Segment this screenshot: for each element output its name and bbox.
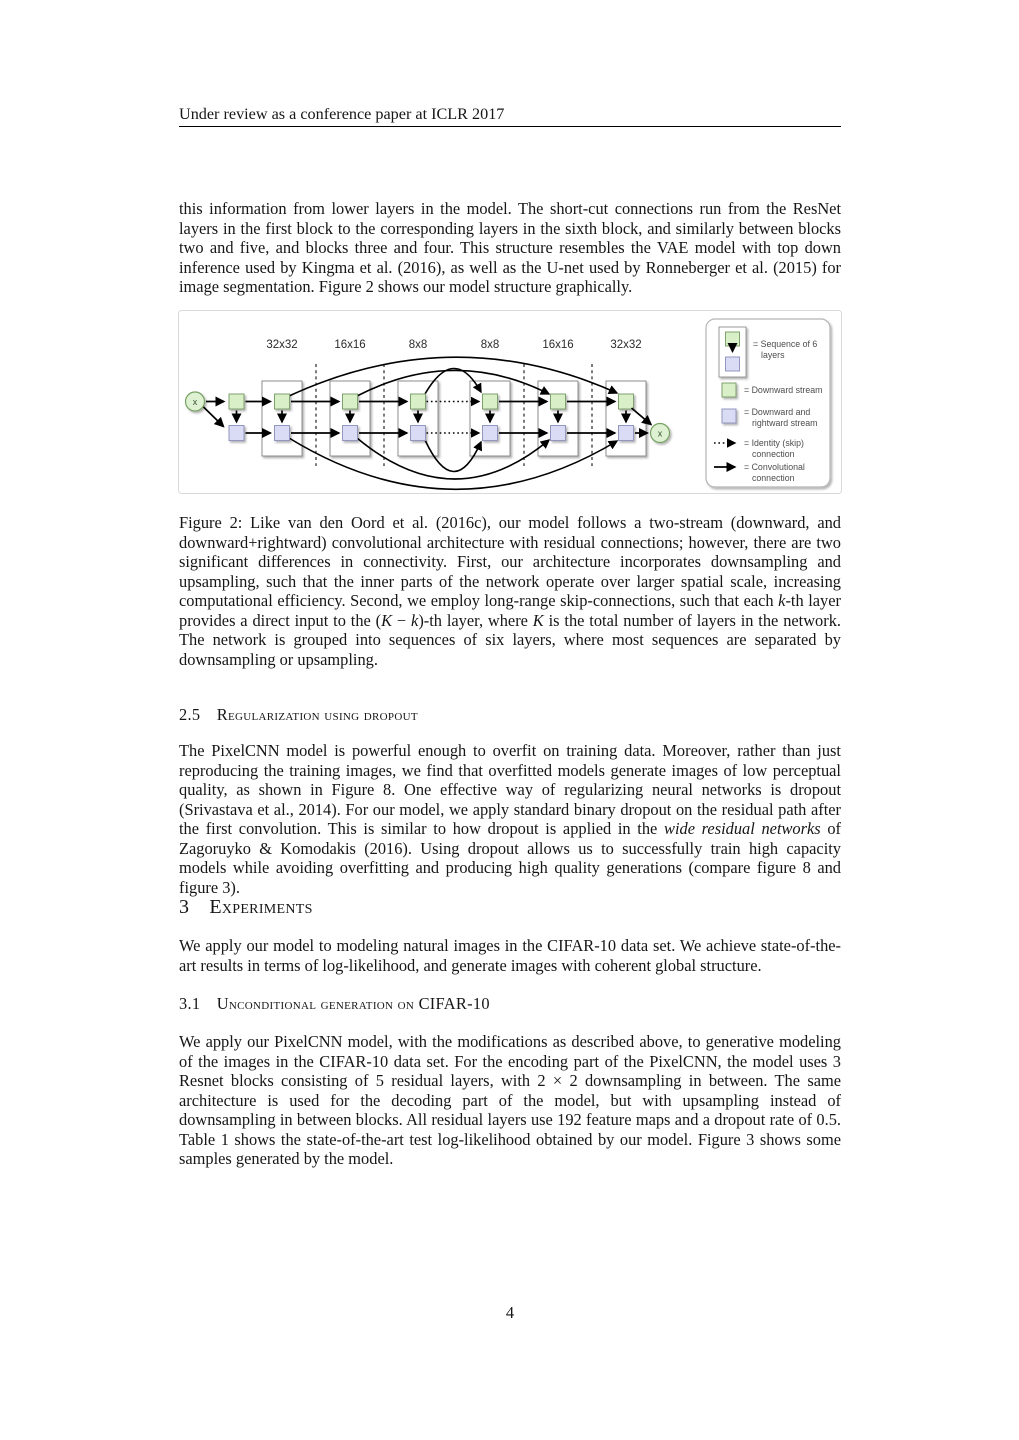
scale-label: 32x32: [266, 339, 298, 351]
scale-label: 16x16: [542, 339, 574, 351]
input-label: x: [192, 397, 198, 407]
output-node: [651, 424, 670, 443]
figure-2-diagram: [178, 306, 842, 498]
scale-label: 8x8: [408, 339, 428, 351]
section-title: Unconditional generation on CIFAR-10: [216, 994, 490, 1013]
downward-rightward-square: [275, 426, 290, 441]
running-head: Under review as a conference paper at ICLR 2017: [179, 104, 841, 127]
downward-rightward-square: [483, 426, 498, 441]
section-title: Regularization using dropout: [216, 705, 418, 724]
section-number: 3: [179, 896, 190, 918]
section-number: 3.1: [179, 994, 201, 1013]
scale-label: 8x8: [480, 339, 500, 351]
legend-label: rightward stream: [752, 418, 818, 428]
legend-label: = Sequence of 6: [753, 339, 818, 349]
paragraph-dropout: The PixelCNN model is powerful enough to overfit on training data. Moreover, rather than just reproducing the training images, we find that overfitted models generate images of low perceptual quality, as shown in Figure 8. One effective way of regularizing neural networks is dropout (Srivastava et al., 2014). For our model, we apply standard binary dropout on the residual path after the first convolution. This is similar to how dropout is applied in the wide residual networks of Zagoruyko & Komodakis (2016). Using dropout allows us to successfully train high capacity models while avoiding overfitting and producing high quality generations (compare figure 8 and figure 3).: [179, 741, 841, 897]
figure-2-caption: Figure 2: Like van den Oord et al. (2016c), our model follows a two-stream (downward, and downward+rightward) convolutional architecture with residual connections; however, there are two significant differences in connectivity. First, our architecture incorporates downsampling and upsampling, such that the inner parts of the network operate over larger spatial scale, increasing computational efficiency. Second, we employ long-range skip-connections, such that each k-th layer provides a direct input to the (K − k)-th layer, where K is the total number of layers in the network. The network is grouped into sequences of six layers, where most sequences are separated by downsampling or upsampling.: [179, 513, 841, 669]
legend-label: = Convolutional: [744, 462, 805, 472]
paragraph-intro: this information from lower layers in the model. The short-cut connections run from the ResNet layers in the first block to the corresponding layers in the sixth block, and similarly between blocks two and five, and blocks three and four. This structure resembles the VAE model with top down inference used by Kingma et al. (2016), as well as the U-net used by Ronneberger et al. (2015) for image segmentation. Figure 2 shows our model structure graphically.: [179, 199, 841, 297]
scale-label: 16x16: [334, 339, 366, 351]
output-label: x: [657, 428, 663, 439]
skip-arc-bottom-middle: [357, 438, 549, 479]
sequence-blocks: [262, 381, 646, 456]
legend-label: = Identity (skip): [744, 438, 804, 448]
downward-rightward-square: [343, 426, 358, 441]
legend-label: = Downward stream: [744, 385, 823, 395]
section-number: 2.5: [179, 705, 201, 724]
legend-label: connection: [752, 473, 795, 483]
input-node: [186, 392, 205, 411]
downward-stream-square: [411, 394, 426, 409]
paragraph-cifar-generation: We apply our PixelCNN model, with the modifications as described above, to generative modeling of the images in the CIFAR-10 data set. For the encoding part of the PixelCNN, the model uses 3 Resnet blocks consisting of 5 residual layers, with 2 × 2 downsampling in between. The same architecture is used for the decoding part of the model, but with upsampling instead of downsampling in between blocks. All residual layers use 192 feature maps and a dropout rate of 0.5. Table 1 shows the state-of-the-art test log-likelihood obtained by our model. Figure 3 shows some samples generated by the model.: [179, 1032, 841, 1169]
legend-label: = Downward and: [744, 407, 811, 417]
scale-labels: [266, 339, 641, 351]
section-3-heading: [179, 896, 841, 919]
section-3-1-heading: [179, 994, 841, 1014]
downward-stream-square: [551, 394, 566, 409]
downward-stream-square: [619, 394, 634, 409]
downward-stream-square: [275, 394, 290, 409]
scale-label: 32x32: [610, 339, 642, 351]
legend-label: layers: [761, 350, 785, 360]
downward-stream-square: [229, 394, 244, 409]
page-number: 4: [505, 1303, 515, 1322]
downward-rightward-square: [619, 426, 634, 441]
downward-stream-square: [483, 394, 498, 409]
skip-arc-top-middle: [357, 370, 549, 396]
downward-rightward-square: [551, 426, 566, 441]
downward-rightward-square: [229, 426, 244, 441]
section-title: Experiments: [209, 896, 313, 918]
legend-label: connection: [752, 449, 795, 459]
downward-stream-square: [343, 394, 358, 409]
downward-rightward-square: [411, 426, 426, 441]
figure-legend: [706, 319, 830, 487]
paragraph-experiments-intro: We apply our model to modeling natural images in the CIFAR-10 data set. We achieve state-of-the-art results in terms of log-likelihood, and generate images with coherent global structure.: [179, 936, 841, 975]
section-2-5-heading: [179, 705, 841, 725]
network-architecture-svg: [178, 306, 842, 498]
